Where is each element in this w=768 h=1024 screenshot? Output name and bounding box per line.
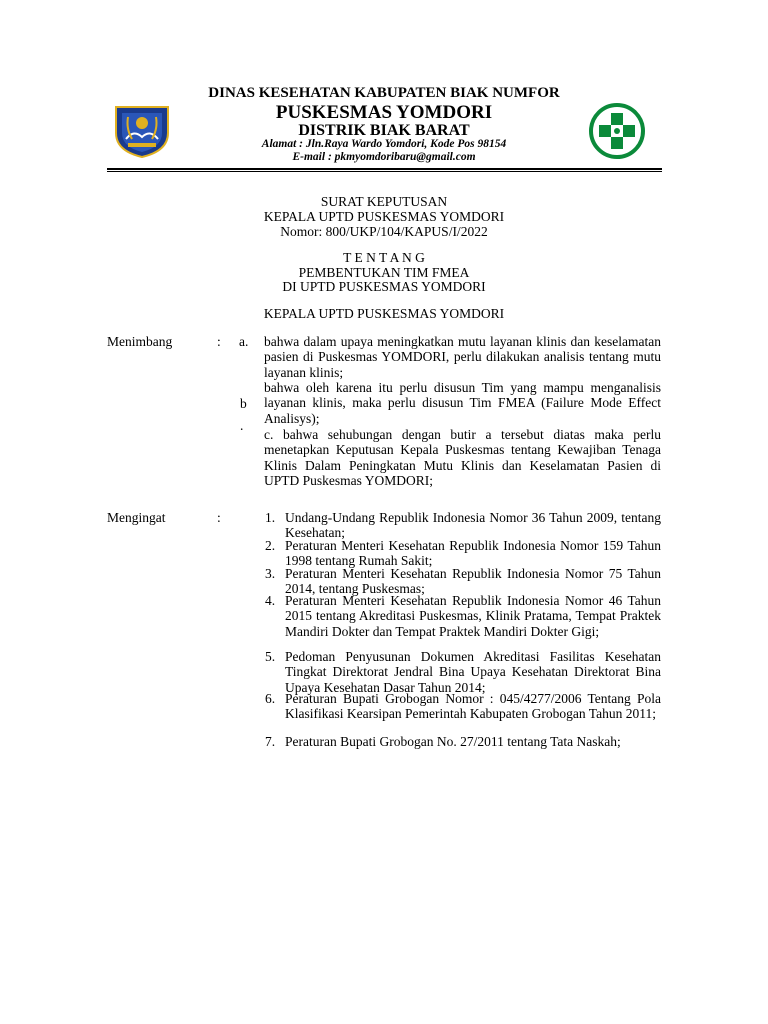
decree-issuer: KEPALA UPTD PUSKESMAS YOMDORI [263,209,505,224]
agency-name: DINAS KESEHATAN KABUPATEN BIAK NUMFOR [208,85,560,101]
menimbang-colon: : [217,334,221,349]
decree-title: SURAT KEPUTUSAN [320,194,448,209]
menimbang-marker-dot: . [240,418,244,433]
mengingat-num-6: 6. [265,691,276,706]
menimbang-item-b: bahwa oleh karena itu perlu disusun Tim yang mampu menganalisis layanan klinis, maka perlu disusun Tim FMEA (Failure Mode Effect Analisys); [264,380,661,426]
decree-subject-line2: DI UPTD PUSKESMAS YOMDORI [282,279,486,294]
email-line: E-mail : pkmyomdoribaru@gmail.com [292,151,476,163]
mengingat-num-5: 5. [265,649,276,664]
mengingat-num-7: 7. [265,734,276,749]
mengingat-num-4: 4. [265,593,276,608]
menimbang-item-a: bahwa dalam upaya meningkatkan mutu layanan klinis dan keselamatan pasien di Puskesmas YOMDORI, perlu dilakukan analisis tentang mutu layanan klinis; [264,334,661,380]
mengingat-item-4: Peraturan Menteri Kesehatan Republik Indonesia Nomor 46 Tahun 2015 tentang Akreditasi Puskesmas, Klinik Pratama, Tempat Praktek Mandiri Dokter dan Tempat Praktek Mandiri Dokter Gigi; [285,593,661,639]
menimbang-item-c: c. bahwa sehubungan dengan butir a tersebut diatas maka perlu menetapkan Keputusan Kepala Puskesmas tentang Kewajiban Tenaga Klinis Dalam Peningkatan Mutu Klinis dan Keselamatan Pasien di UPTD Puskesmas YOMDORI; [264,427,661,488]
mengingat-item-1: Undang-Undang Republik Indonesia Nomor 36 Tahun 2009, tentang Kesehatan; [285,510,661,541]
decree-about: T E N T A N G [343,250,425,265]
letterhead-divider-thin [107,171,662,172]
puskesmas-name: PUSKESMAS YOMDORI [275,102,493,123]
mengingat-item-6: Peraturan Bupati Grobogan Nomor : 045/4277/2006 Tentang Pola Klasifikasi Kearsipan Pemerintah Kabupaten Grobogan Tahun 2011; [285,691,661,722]
district-name: DISTRIK BIAK BARAT [298,122,470,139]
address-line: Alamat : Jln.Raya Wardo Yomdori, Kode Pos 98154 [261,138,507,150]
mengingat-num-2: 2. [265,538,276,553]
letterhead-divider-thick [107,168,662,170]
decree-authority: KEPALA UPTD PUSKESMAS YOMDORI [263,306,505,321]
menimbang-marker-a: a. [239,334,249,349]
mengingat-num-1: 1. [265,510,276,525]
mengingat-item-3: Peraturan Menteri Kesehatan Republik Indonesia Nomor 75 Tahun 2014, tentang Puskesmas; [285,566,661,597]
menimbang-marker-b: b [240,396,247,411]
decree-number: Nomor: 800/UKP/104/KAPUS/I/2022 [280,224,488,239]
mengingat-item-5: Pedoman Penyusunan Dokumen Akreditasi Fasilitas Kesehatan Tingkat Direktorat Jendral Bina Upaya Kesehatan Direktorat Bina Upaya Kesehatan Dasar Tahun 2014; [285,649,661,695]
mengingat-item-2: Peraturan Menteri Kesehatan Republik Indonesia Nomor 159 Tahun 1998 tentang Rumah Sakit; [285,538,661,569]
mengingat-colon: : [217,510,221,525]
menimbang-label: Menimbang [107,334,173,349]
mengingat-item-7: Peraturan Bupati Grobogan No. 27/2011 tentang Tata Naskah; [285,734,621,749]
mengingat-num-3: 3. [265,566,276,581]
decree-subject-line1: PEMBENTUKAN TIM FMEA [298,265,470,280]
mengingat-label: Mengingat [107,510,166,525]
